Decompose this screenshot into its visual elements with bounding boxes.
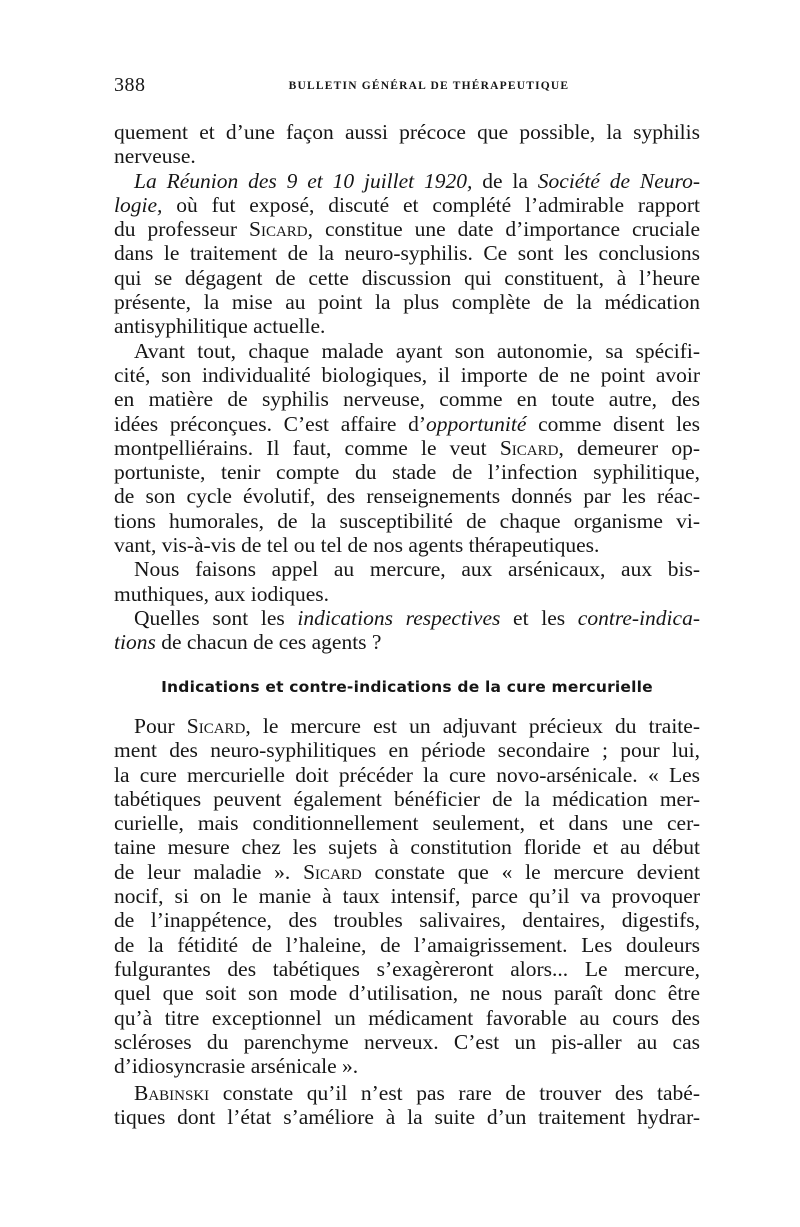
text-fragment: où fut exposé, discuté et complété l’admirable rapport [162,192,700,217]
text-fragment: Pour [134,714,187,738]
text-line: présente, la mise au point la plus complète de la médication [114,290,700,315]
author-name: Sicard [249,217,308,242]
text-line: de l’inappétence, des troubles salivaires, dentaires, digestifs, [114,908,700,933]
text-fragment: idées préconçues. C’est affaire d’ [114,411,427,436]
italic-phrase: logie, [114,192,163,217]
text-line: fulgurantes des tabétiques s’exagèreront alors... Le mercure, [114,956,700,981]
author-name: Sicard [186,714,246,738]
italic-phrase: La Réunion des 9 et 10 juillet 1920, [134,168,473,193]
section-heading: Indications et contre-indications de la cure mercurielle [161,678,653,696]
text-line: tions humorales, de la susceptibilité de chaque organisme vi- [114,508,700,533]
text-fragment: Quelles sont les [134,606,298,630]
page-number: 388 [114,74,146,96]
text-line: ment des neuro-syphilitiques en période secondaire ; pour lui, [114,738,700,763]
text-line: Nous faisons appel au mercure, aux arsénicaux, aux bis- [134,557,700,582]
text-line [114,860,700,884]
text-fragment: comme disent les [526,411,700,436]
italic-phrase: opportunité [426,411,527,436]
text-line [114,436,700,460]
paragraph-quelles [114,606,700,655]
paragraph-pour-sicard [114,714,700,1078]
text-line [114,1081,700,1105]
text-fragment: du professeur [114,217,249,242]
text-line [114,169,700,193]
text-line: quement et d’une façon aussi précoce que possible, la syphilis [114,120,700,144]
text-line: dans le traitement de la neuro-syphilis. Ce sont les conclusions [114,241,700,266]
text-line [114,714,700,738]
text-line: tabétiques peuvent également bénéficier de la médication mer- [114,786,700,811]
author-name: Sicard [303,859,362,884]
text-fragment: de chacun de ces agents ? [155,630,382,655]
paragraph-continuation [114,120,700,169]
text-line [114,606,700,630]
italic-phrase: indications respectives [297,606,501,630]
text-fragment: montpelliérains. Il faut, comme le veut [114,435,500,460]
text-fragment: de la [472,168,538,193]
text-line: de la fétidité de l’haleine, de l’amaigrissement. Les douleurs [114,932,700,957]
paragraph-reunion [114,169,700,339]
text-fragment: de leur maladie ». [114,859,304,884]
text-line: muthiques, aux iodiques. [114,581,329,606]
italic-phrase: contre-indica- [577,606,700,630]
text-line: antisyphilitique actuelle. [114,314,326,339]
text-fragment: , constitue une date d’importance cruciale [307,217,700,242]
text-line: de son cycle évolutif, des renseignements donnés par les réac- [114,484,700,509]
text-fragment: constate qu’il n’est pas rare de trouver des tabé- [209,1081,700,1105]
text-line: Avant tout, chaque malade ayant son autonomie, sa spécifi- [134,338,700,363]
text-line: quel que soit son mode d’utilisation, ne nous paraît donc être [114,981,700,1006]
text-line: cité, son individualité biologiques, il importe de ne point avoir [114,362,700,387]
text-line: nerveuse. [114,144,196,169]
text-line: vant, vis-à-vis de tel ou tel de nos agents thérapeutiques. [114,533,600,558]
text-line [114,630,700,654]
text-line: la cure mercurielle doit précéder la cure novo-arsénicale. « Les [114,762,700,787]
paragraph-avant-tout [114,339,700,558]
author-name: Sicard [499,435,559,460]
text-line: qu’à titre exceptionnel un médicament favorable au cours des [114,1005,700,1030]
text-line [114,193,700,217]
italic-phrase: tions [114,630,156,655]
italic-phrase: Société de Neuro- [537,168,700,193]
text-line: curielle, mais conditionnellement seulement, et dans une cer- [114,811,700,836]
text-fragment: , le mercure est un adjuvant précieux du traite- [245,714,700,738]
text-line: d’idiosyncrasie arsénicale ». [114,1054,359,1079]
text-line: tiques dont l’état s’améliore à la suite d’un traitement hydrar- [114,1105,700,1130]
text-line: scléroses du parenchyme nerveux. C’est un pis-aller au cas [114,1029,700,1054]
paragraph-nous-faisons [114,557,700,606]
text-line: nocif, si on le manie à taux intensif, parce qu’il va provoquer [114,884,700,909]
paragraph-babinski [114,1081,700,1130]
text-fragment: , demeurer op- [558,435,700,460]
text-fragment: constate que « le mercure devient [361,859,700,884]
text-line: taine mesure chez les sujets à constitution floride et au début [114,835,700,860]
text-line [114,412,700,436]
author-name: Babinski [134,1081,210,1105]
text-line: en matière de syphilis nerveuse, comme en toute autre, des [114,387,700,412]
text-line: portuniste, tenir compte du stade de l’infection syphilitique, [114,460,700,485]
text-line: qui se dégagent de cette discussion qui constituent, à l’heure [114,265,700,290]
text-line [114,217,700,241]
running-head [114,74,704,98]
journal-title: BULLETIN GÉNÉRAL DE THÉRAPEUTIQUE [288,80,570,92]
text-fragment: et les [500,606,578,630]
